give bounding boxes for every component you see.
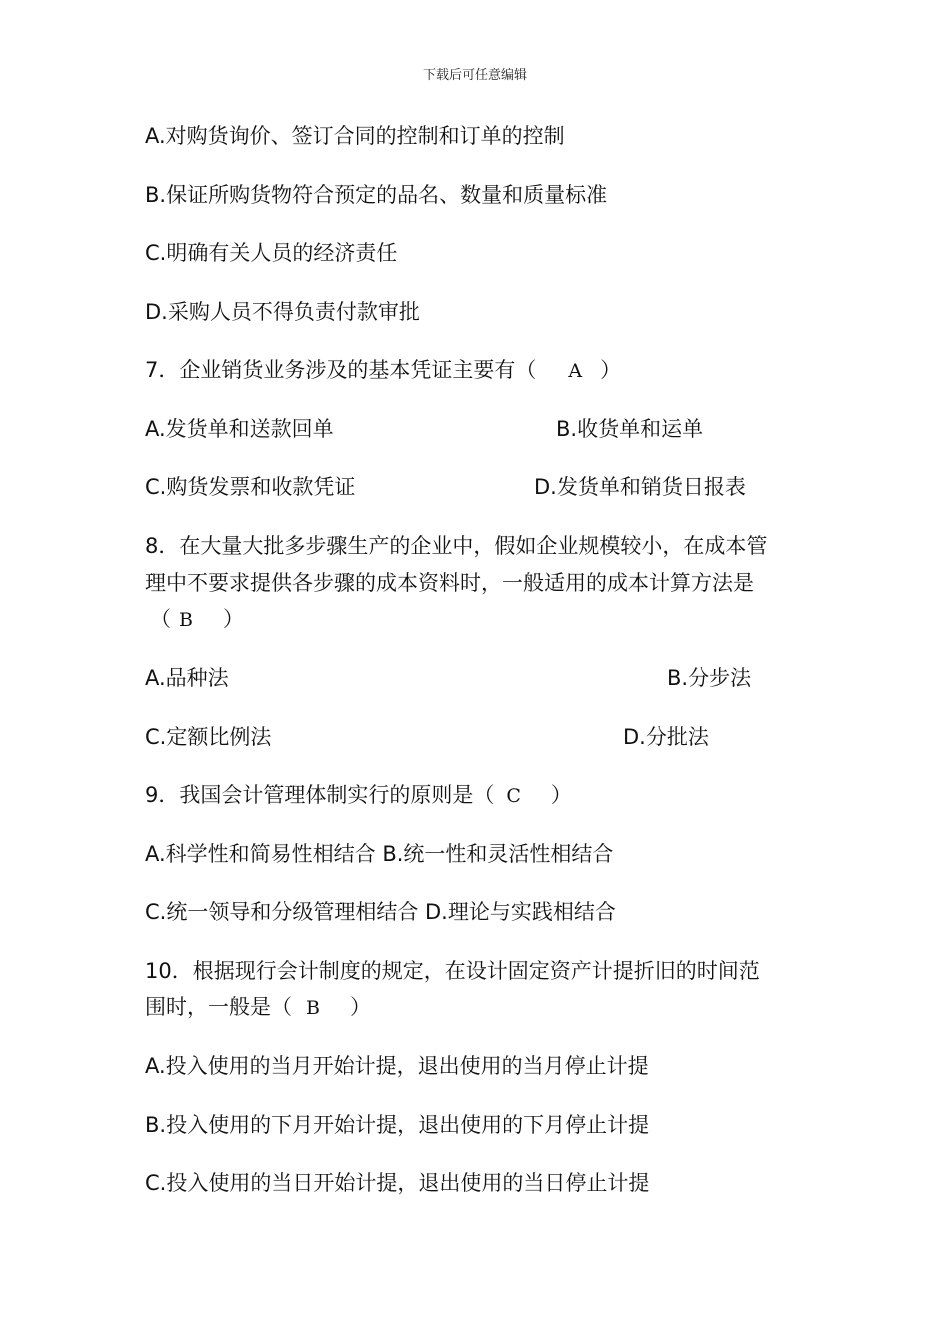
q10-close: ） xyxy=(349,995,371,1019)
q9-close: ） xyxy=(550,783,572,807)
q8-option-d: D.分批法 xyxy=(623,725,709,749)
q8-close: ） xyxy=(222,607,244,631)
q9-options-cd: C.统一领导和分级管理相结合 D.理论与实践相结合 xyxy=(145,900,616,924)
q8-option-c: C.定额比例法 xyxy=(145,725,272,749)
q9-answer: C xyxy=(506,785,521,807)
q6-option-b: B.保证所购货物符合预定的品名、数量和质量标准 xyxy=(145,183,608,207)
q7-answer: A xyxy=(568,360,583,382)
q6-option-c: C.明确有关人员的经济责任 xyxy=(145,241,398,265)
q8-answer-line xyxy=(150,604,244,635)
q7-stem-line xyxy=(145,355,621,386)
q9-options-ab: A.科学性和简易性相结合 B.统一性和灵活性相结合 xyxy=(145,842,614,866)
q10-option-c: C.投入使用的当日开始计提，退出使用的当日停止计提 xyxy=(145,1171,650,1195)
q10-stem-line1: 10．根据现行会计制度的规定，在设计固定资产计提折旧的时间范 xyxy=(145,959,760,983)
q10-answer: B xyxy=(306,997,320,1019)
q8-answer: B xyxy=(179,609,193,631)
q7-stem: 7．企业销货业务涉及的基本凭证主要有（ xyxy=(145,358,537,382)
q9-stem: 9．我国会计管理体制实行的原则是（ xyxy=(145,783,495,807)
q8-open: （ xyxy=(150,607,171,631)
q9-stem-line xyxy=(145,780,572,811)
q8-option-a: A.品种法 xyxy=(145,666,229,690)
q6-option-d: D.采购人员不得负责付款审批 xyxy=(145,300,420,324)
q8-option-b: B.分步法 xyxy=(667,666,752,690)
page-header: 下载后可任意编辑 xyxy=(422,68,527,83)
q8-stem-line2: 理中不要求提供各步骤的成本资料时，一般适用的成本计算方法是 xyxy=(145,571,754,595)
q10-option-a: A.投入使用的当月开始计提，退出使用的当月停止计提 xyxy=(145,1054,649,1078)
q10-stem-line2 xyxy=(145,992,371,1023)
q8-stem-line1: 8．在大量大批多步骤生产的企业中，假如企业规模较小，在成本管 xyxy=(145,534,768,558)
q7-option-d: D.发货单和销货日报表 xyxy=(534,475,746,499)
q7-close: ） xyxy=(600,358,622,382)
q7-option-c: C.购货发票和收款凭证 xyxy=(145,475,356,499)
q6-option-a: A.对购货询价、签订合同的控制和订单的控制 xyxy=(145,124,565,148)
q7-option-b: B.收货单和运单 xyxy=(556,417,704,441)
q10-option-b: B.投入使用的下月开始计提，退出使用的下月停止计提 xyxy=(145,1113,650,1137)
q10-stem: 围时，一般是（ xyxy=(145,995,292,1019)
q7-option-a: A.发货单和送款回单 xyxy=(145,417,334,441)
